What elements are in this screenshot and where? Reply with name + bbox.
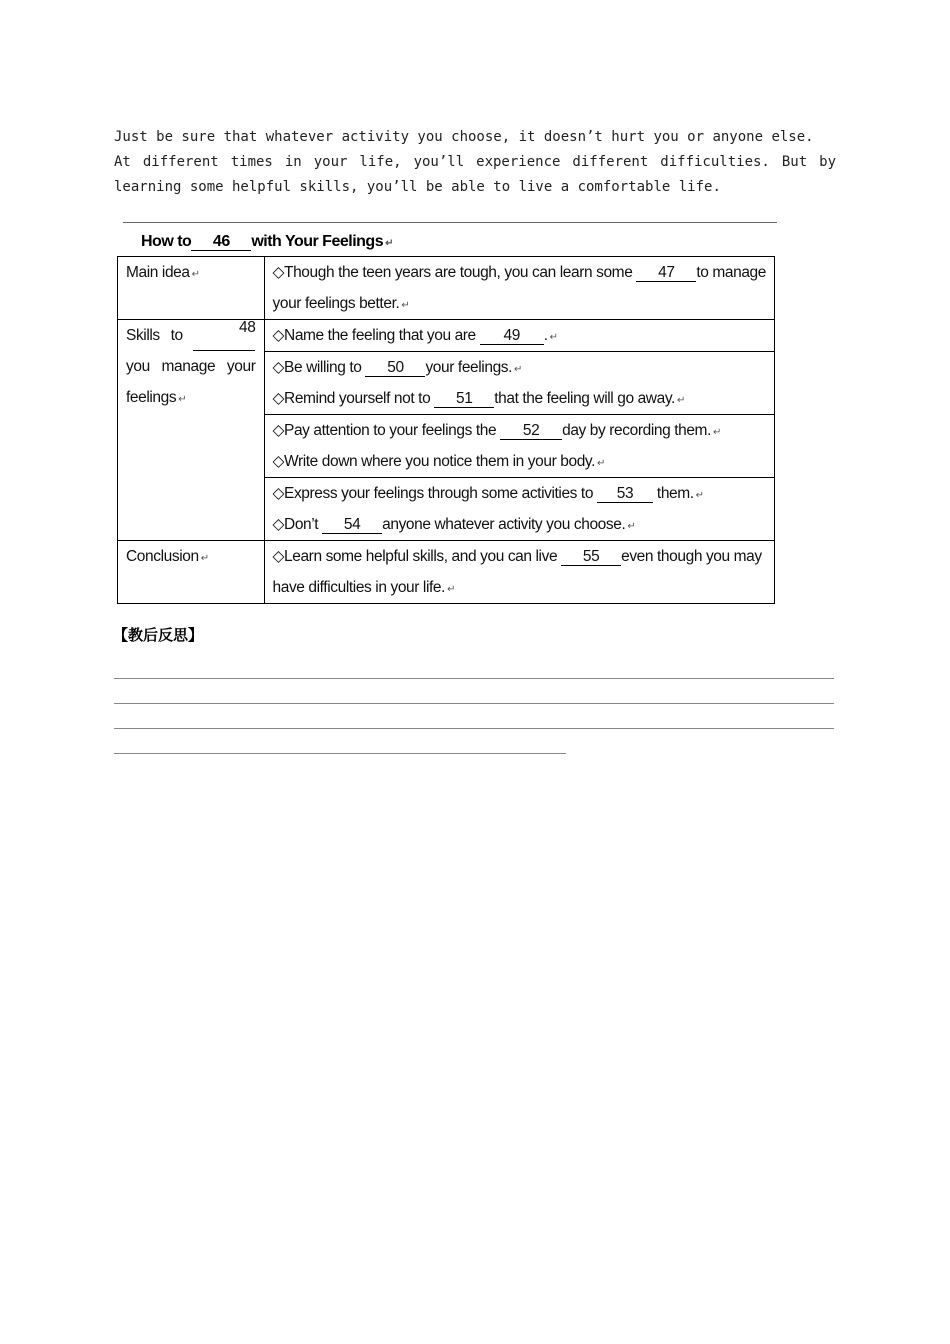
main-idea-content-cell bbox=[264, 257, 775, 320]
conclusion-label-cell bbox=[118, 541, 265, 604]
skill-text: ◇Don’t bbox=[272, 516, 319, 533]
return-mark-icon: ↵ bbox=[200, 553, 209, 564]
return-mark-icon: ↵ bbox=[514, 364, 523, 375]
blank-49[interactable]: 49 bbox=[480, 328, 544, 345]
skill-text-after: day by recording them. bbox=[562, 422, 711, 439]
passage-line-3: learning some helpful skills, you’ll be able to live a comfortable life. bbox=[114, 179, 721, 195]
skill-text-after: . bbox=[543, 327, 548, 344]
skills-label-word: manage bbox=[161, 358, 216, 375]
skills-label-cell bbox=[118, 320, 265, 541]
return-mark-icon: ↵ bbox=[191, 269, 200, 280]
skills-cell-2 bbox=[264, 352, 775, 415]
return-mark-icon: ↵ bbox=[549, 332, 558, 343]
reflection-answer-line-3[interactable] bbox=[114, 728, 834, 729]
conclusion-text: ◇Learn some helpful skills, and you can live bbox=[272, 548, 558, 565]
blank-52[interactable]: 52 bbox=[500, 423, 562, 440]
return-mark-icon: ↵ bbox=[401, 300, 410, 311]
main-idea-label-cell bbox=[118, 257, 265, 320]
reflection-title: 【教后反思】 bbox=[113, 626, 204, 644]
skill-text: ◇Pay attention to your feelings the bbox=[272, 422, 497, 439]
skill-text: ◇Express your feelings through some activities to bbox=[272, 485, 594, 502]
main-idea-text: ◇Though the teen years are tough, you can learn some bbox=[272, 264, 633, 281]
blank-47[interactable]: 47 bbox=[636, 265, 696, 282]
row-main-idea bbox=[118, 257, 775, 320]
return-mark-icon: ↵ bbox=[178, 394, 187, 405]
conclusion-content-cell bbox=[264, 541, 775, 604]
main-idea-text-after: to manage bbox=[696, 264, 766, 281]
skills-label-word: your bbox=[226, 358, 256, 375]
return-mark-icon: ↵ bbox=[712, 427, 721, 438]
reflection-answer-line-1[interactable] bbox=[114, 678, 834, 679]
skill-text: ◇Remind yourself not to bbox=[272, 390, 431, 407]
outline-title bbox=[141, 233, 393, 251]
skills-label-word: to bbox=[170, 327, 183, 344]
passage-line-2: At different times in your life, you’ll experience different difficulties. But by bbox=[114, 154, 836, 170]
row-conclusion bbox=[118, 541, 775, 604]
conclusion-text-line2: have difficulties in your life. bbox=[272, 579, 446, 596]
reflection-answer-line-4[interactable] bbox=[114, 753, 566, 754]
skill-text: ◇Be willing to bbox=[272, 359, 362, 376]
reflection-answer-line-2[interactable] bbox=[114, 703, 834, 704]
skills-label-word: Skills bbox=[126, 327, 160, 344]
skill-text: ◇Write down where you notice them in your body. bbox=[272, 453, 596, 470]
skill-text-after: that the feeling will go away. bbox=[494, 390, 675, 407]
skills-label-word: you bbox=[126, 358, 150, 375]
main-idea-label: Main idea bbox=[126, 264, 190, 281]
skills-cell-1 bbox=[264, 320, 775, 352]
conclusion-label: Conclusion bbox=[126, 548, 199, 565]
main-idea-text-line2: your feelings better. bbox=[272, 295, 400, 312]
passage-line-1: Just be sure that whatever activity you choose, it doesn’t hurt you or anyone else. bbox=[114, 129, 814, 145]
blank-55[interactable]: 55 bbox=[561, 549, 621, 566]
skill-text-after: anyone whatever activity you choose. bbox=[382, 516, 626, 533]
return-mark-icon: ↵ bbox=[385, 238, 393, 249]
blank-53[interactable]: 53 bbox=[597, 486, 653, 503]
row-skills-1 bbox=[118, 320, 775, 352]
return-mark-icon: ↵ bbox=[627, 521, 636, 532]
outline-title-suffix: with Your Feelings bbox=[251, 233, 384, 250]
separator-line bbox=[123, 222, 777, 223]
return-mark-icon: ↵ bbox=[597, 458, 606, 469]
skill-text: ◇Name the feeling that you are bbox=[272, 327, 476, 344]
outline-table bbox=[117, 256, 775, 604]
blank-54[interactable]: 54 bbox=[322, 517, 382, 534]
skills-label-word: feelings bbox=[126, 389, 177, 406]
outline-title-prefix: How to bbox=[141, 233, 192, 250]
return-mark-icon: ↵ bbox=[447, 584, 456, 595]
blank-50[interactable]: 50 bbox=[365, 360, 425, 377]
skills-cell-4 bbox=[264, 478, 775, 541]
conclusion-text-after: even though you may bbox=[621, 548, 762, 565]
return-mark-icon: ↵ bbox=[695, 490, 704, 501]
return-mark-icon: ↵ bbox=[676, 395, 685, 406]
blank-51[interactable]: 51 bbox=[434, 391, 494, 408]
skills-cell-3 bbox=[264, 415, 775, 478]
blank-48[interactable]: 48 bbox=[193, 320, 255, 351]
skill-text-after: your feelings. bbox=[425, 359, 513, 376]
blank-46[interactable]: 46 bbox=[191, 234, 251, 251]
skill-text-after: them. bbox=[656, 485, 694, 502]
